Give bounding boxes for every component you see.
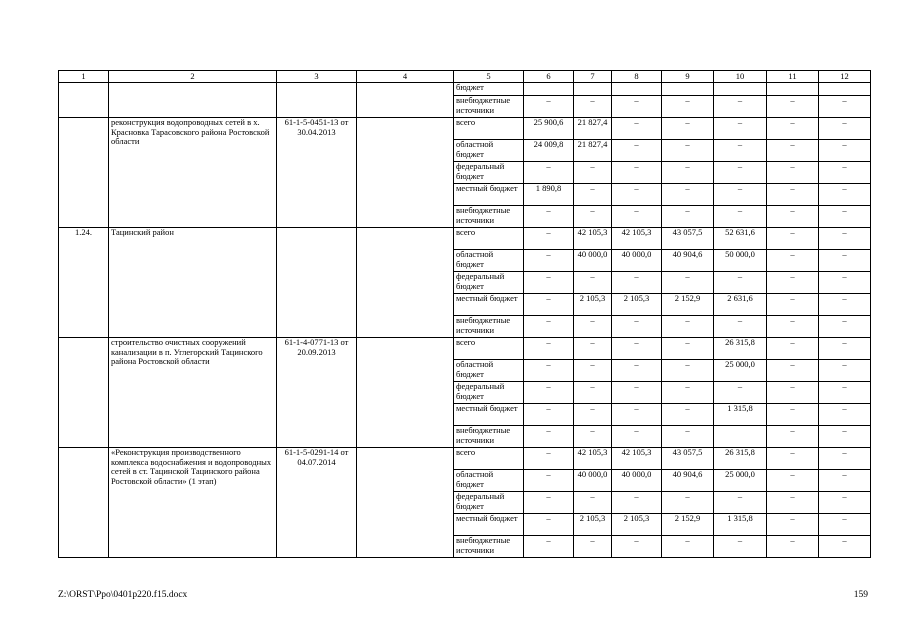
value-cell: –: [574, 96, 612, 118]
value-cell: –: [612, 316, 662, 338]
value-cell: 21 827,4: [574, 118, 612, 140]
column-header: 1: [59, 71, 109, 83]
value-cell: –: [662, 382, 714, 404]
value-cell: –: [767, 118, 819, 140]
value-cell: 1 315,8: [714, 404, 767, 426]
value-cell: –: [612, 206, 662, 228]
value-cell: –: [819, 404, 871, 426]
funding-source-cell: федеральный бюджет: [454, 382, 524, 404]
value-cell: –: [819, 360, 871, 382]
value-cell: –: [612, 492, 662, 514]
value-cell: –: [819, 448, 871, 470]
value-cell: –: [612, 404, 662, 426]
value-cell: –: [612, 162, 662, 184]
value-cell: –: [612, 382, 662, 404]
value-cell: –: [574, 382, 612, 404]
value-cell: 2 105,3: [612, 294, 662, 316]
value-cell: –: [612, 360, 662, 382]
value-cell: –: [767, 404, 819, 426]
object-name-cell: Тацинский район: [109, 228, 277, 338]
document-ref-cell: 61-1-5-0451-13 от 30.04.2013: [277, 118, 357, 228]
value-cell: –: [574, 536, 612, 558]
funding-source-cell: областной бюджет: [454, 250, 524, 272]
value-cell: 40 000,0: [612, 250, 662, 272]
funding-source-cell: бюджет: [454, 83, 524, 96]
value-cell: –: [524, 294, 574, 316]
value-cell: –: [819, 492, 871, 514]
value-cell: –: [714, 492, 767, 514]
funding-source-cell: местный бюджет: [454, 294, 524, 316]
value-cell: [662, 83, 714, 96]
value-cell: –: [574, 404, 612, 426]
funding-source-cell: федеральный бюджет: [454, 162, 524, 184]
page-number: 159: [853, 590, 868, 600]
value-cell: –: [767, 184, 819, 206]
value-cell: 42 105,3: [612, 448, 662, 470]
value-cell: –: [662, 118, 714, 140]
value-cell: [819, 83, 871, 96]
value-cell: –: [819, 228, 871, 250]
funding-source-cell: федеральный бюджет: [454, 272, 524, 294]
table-row: [59, 118, 871, 140]
value-cell: [714, 83, 767, 96]
funding-source-cell: внебюджетные источники: [454, 536, 524, 558]
funding-source-cell: местный бюджет: [454, 514, 524, 536]
funding-source-cell: внебюджетные источники: [454, 426, 524, 448]
value-cell: –: [662, 184, 714, 206]
table-row: [59, 338, 871, 360]
value-cell: –: [767, 470, 819, 492]
value-cell: –: [612, 272, 662, 294]
column-header: 9: [662, 71, 714, 83]
value-cell: 2 152,9: [662, 294, 714, 316]
value-cell: –: [524, 228, 574, 250]
value-cell: –: [524, 272, 574, 294]
value-cell: 52 631,6: [714, 228, 767, 250]
value-cell: –: [767, 492, 819, 514]
value-cell: –: [662, 272, 714, 294]
value-cell: 43 057,5: [662, 228, 714, 250]
value-cell: –: [662, 404, 714, 426]
funding-source-cell: всего: [454, 228, 524, 250]
funding-source-cell: всего: [454, 338, 524, 360]
document-ref-cell: [277, 83, 357, 118]
column-header: 11: [767, 71, 819, 83]
value-cell: 25 900,6: [524, 118, 574, 140]
value-cell: 2 152,9: [662, 514, 714, 536]
empty-cell: [357, 118, 454, 228]
funding-source-cell: местный бюджет: [454, 404, 524, 426]
value-cell: –: [612, 426, 662, 448]
document-ref-cell: 61-1-4-0771-13 от 20.09.2013: [277, 338, 357, 448]
value-cell: –: [767, 382, 819, 404]
column-header: 10: [714, 71, 767, 83]
column-header: 5: [454, 71, 524, 83]
object-name-cell: [109, 83, 277, 118]
row-number-cell: [59, 83, 109, 118]
document-file-path: Z:\ORST\Ppo\0401p220.f15.docx: [58, 590, 188, 600]
row-number-cell: [59, 338, 109, 448]
value-cell: –: [819, 470, 871, 492]
value-cell: 42 105,3: [574, 448, 612, 470]
funding-source-cell: внебюджетные источники: [454, 96, 524, 118]
value-cell: 21 827,4: [574, 140, 612, 162]
document-ref-cell: 61-1-5-0291-14 от 04.07.2014: [277, 448, 357, 558]
row-number-cell: [59, 118, 109, 228]
value-cell: –: [612, 338, 662, 360]
value-cell: –: [819, 118, 871, 140]
value-cell: 26 315,8: [714, 448, 767, 470]
value-cell: –: [767, 294, 819, 316]
value-cell: –: [767, 206, 819, 228]
funding-source-cell: местный бюджет: [454, 184, 524, 206]
value-cell: –: [662, 140, 714, 162]
value-cell: –: [819, 184, 871, 206]
table-row: [59, 83, 871, 96]
funding-source-cell: внебюджетные источники: [454, 316, 524, 338]
column-header: 4: [357, 71, 454, 83]
value-cell: –: [524, 360, 574, 382]
value-cell: –: [767, 360, 819, 382]
value-cell: 40 904,6: [662, 470, 714, 492]
value-cell: –: [714, 272, 767, 294]
value-cell: –: [612, 118, 662, 140]
value-cell: –: [767, 514, 819, 536]
value-cell: –: [662, 96, 714, 118]
value-cell: –: [767, 448, 819, 470]
value-cell: –: [714, 118, 767, 140]
value-cell: –: [524, 338, 574, 360]
value-cell: –: [574, 426, 612, 448]
column-header: 7: [574, 71, 612, 83]
value-cell: –: [819, 96, 871, 118]
value-cell: –: [819, 316, 871, 338]
value-cell: 2 105,3: [574, 514, 612, 536]
value-cell: –: [819, 294, 871, 316]
value-cell: 40 000,0: [574, 250, 612, 272]
value-cell: –: [662, 492, 714, 514]
value-cell: 1 890,8: [524, 184, 574, 206]
value-cell: –: [819, 140, 871, 162]
value-cell: –: [524, 448, 574, 470]
value-cell: –: [819, 250, 871, 272]
value-cell: –: [524, 536, 574, 558]
value-cell: –: [524, 316, 574, 338]
value-cell: –: [714, 184, 767, 206]
value-cell: [714, 426, 767, 448]
column-header: 8: [612, 71, 662, 83]
value-cell: –: [767, 228, 819, 250]
value-cell: –: [662, 162, 714, 184]
value-cell: –: [819, 382, 871, 404]
value-cell: 25 000,0: [714, 470, 767, 492]
value-cell: –: [819, 338, 871, 360]
value-cell: [574, 83, 612, 96]
value-cell: –: [767, 250, 819, 272]
value-cell: –: [714, 140, 767, 162]
object-name-cell: «Реконструкция производственного комплекса водоснабжения и водопроводных сетей в ст. Тацинской Тацинского района Ростовской области» (1 этап): [109, 448, 277, 558]
value-cell: –: [574, 272, 612, 294]
value-cell: 25 000,0: [714, 360, 767, 382]
value-cell: –: [767, 140, 819, 162]
value-cell: –: [612, 536, 662, 558]
column-header: 6: [524, 71, 574, 83]
value-cell: –: [819, 514, 871, 536]
document-ref-cell: [277, 228, 357, 338]
value-cell: –: [819, 206, 871, 228]
empty-cell: [357, 228, 454, 338]
value-cell: –: [574, 492, 612, 514]
value-cell: –: [662, 316, 714, 338]
value-cell: –: [662, 360, 714, 382]
funding-source-cell: областной бюджет: [454, 360, 524, 382]
value-cell: –: [662, 426, 714, 448]
object-name-cell: реконструкция водопроводных сетей в х. Красновка Тарасовского района Ростовской области: [109, 118, 277, 228]
value-cell: –: [767, 96, 819, 118]
value-cell: 43 057,5: [662, 448, 714, 470]
value-cell: 24 009,8: [524, 140, 574, 162]
value-cell: [612, 83, 662, 96]
value-cell: 2 631,6: [714, 294, 767, 316]
value-cell: –: [574, 184, 612, 206]
value-cell: –: [524, 470, 574, 492]
funding-source-cell: областной бюджет: [454, 140, 524, 162]
value-cell: –: [524, 382, 574, 404]
value-cell: 42 105,3: [612, 228, 662, 250]
value-cell: –: [767, 536, 819, 558]
value-cell: –: [714, 96, 767, 118]
value-cell: 50 000,0: [714, 250, 767, 272]
budget-table: [58, 70, 871, 558]
funding-source-cell: всего: [454, 118, 524, 140]
value-cell: –: [612, 184, 662, 206]
value-cell: –: [819, 426, 871, 448]
value-cell: 40 904,6: [662, 250, 714, 272]
value-cell: –: [767, 426, 819, 448]
value-cell: 1 315,8: [714, 514, 767, 536]
table-row: [59, 228, 871, 250]
funding-source-cell: федеральный бюджет: [454, 492, 524, 514]
value-cell: –: [819, 536, 871, 558]
empty-cell: [357, 448, 454, 558]
value-cell: –: [574, 338, 612, 360]
value-cell: –: [662, 338, 714, 360]
row-number-cell: 1.24.: [59, 228, 109, 338]
empty-cell: [357, 338, 454, 448]
value-cell: –: [524, 250, 574, 272]
value-cell: –: [714, 382, 767, 404]
object-name-cell: строительство очистных сооружений канализации в п. Углегорский Тацинского района Ростовской области: [109, 338, 277, 448]
value-cell: –: [714, 536, 767, 558]
column-header: 3: [277, 71, 357, 83]
column-header: 2: [109, 71, 277, 83]
value-cell: –: [574, 360, 612, 382]
value-cell: 2 105,3: [574, 294, 612, 316]
value-cell: –: [819, 162, 871, 184]
value-cell: 42 105,3: [574, 228, 612, 250]
value-cell: –: [524, 206, 574, 228]
value-cell: –: [714, 162, 767, 184]
value-cell: [524, 83, 574, 96]
value-cell: –: [524, 96, 574, 118]
table-row: [59, 448, 871, 470]
table-header-row: [59, 71, 871, 83]
value-cell: –: [714, 206, 767, 228]
value-cell: –: [612, 140, 662, 162]
empty-cell: [357, 83, 454, 118]
value-cell: 40 000,0: [574, 470, 612, 492]
value-cell: 2 105,3: [612, 514, 662, 536]
funding-source-cell: областной бюджет: [454, 470, 524, 492]
funding-source-cell: всего: [454, 448, 524, 470]
value-cell: –: [714, 316, 767, 338]
value-cell: –: [662, 536, 714, 558]
value-cell: –: [612, 96, 662, 118]
value-cell: –: [524, 514, 574, 536]
value-cell: –: [767, 316, 819, 338]
value-cell: –: [574, 316, 612, 338]
value-cell: –: [574, 162, 612, 184]
value-cell: –: [819, 272, 871, 294]
value-cell: –: [574, 206, 612, 228]
value-cell: [767, 83, 819, 96]
column-header: 12: [819, 71, 871, 83]
value-cell: –: [524, 492, 574, 514]
value-cell: –: [767, 162, 819, 184]
value-cell: –: [524, 162, 574, 184]
value-cell: –: [524, 404, 574, 426]
value-cell: –: [767, 338, 819, 360]
value-cell: –: [662, 206, 714, 228]
funding-source-cell: внебюджетные источники: [454, 206, 524, 228]
value-cell: 40 000,0: [612, 470, 662, 492]
value-cell: 26 315,8: [714, 338, 767, 360]
value-cell: –: [767, 272, 819, 294]
row-number-cell: [59, 448, 109, 558]
value-cell: –: [524, 426, 574, 448]
